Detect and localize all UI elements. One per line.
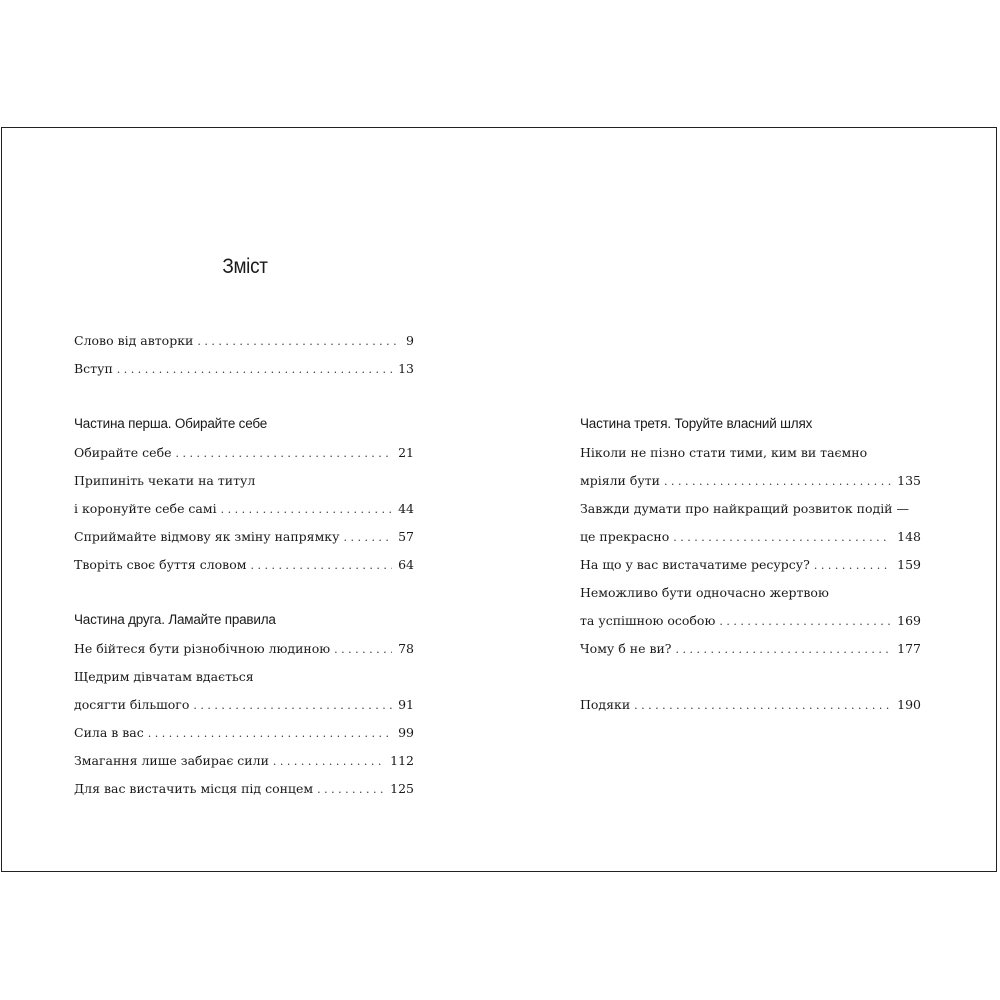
toc-entry-page: 9 [406,333,414,348]
toc-entry-page: 64 [398,557,414,572]
part-heading: Частина друга. Ламайте правила [74,612,276,627]
dot-leader [676,638,892,661]
toc-entry-page: 91 [398,697,414,712]
toc-entry [74,526,414,548]
toc-entry [74,694,414,716]
toc-entry-title-line1: Щедрим дівчатам вдається [74,669,254,684]
toc-entry [74,750,414,772]
toc-entry-page: 125 [390,781,414,796]
toc-entry-title-line1: Припиніть чекати на титул [74,473,256,488]
dot-leader [634,694,891,717]
toc-entry-page: 135 [897,473,921,488]
toc-entry-page: 13 [398,361,414,376]
toc-entry-title: Вступ [74,361,113,376]
dot-leader [117,358,392,381]
toc-entry-title: і коронуйте себе самі [74,501,217,516]
toc-entry-title-line1: Завжди думати про найкращий розвиток подій — [580,501,909,516]
toc-entry [74,442,414,464]
toc-entry-title: це прекрасно [580,529,670,544]
dot-leader [664,470,891,493]
toc-entry-title: та успішною особою [580,613,716,628]
toc-entry-title: Чому б не ви? [580,641,672,656]
dot-leader [334,638,392,661]
toc-entry [580,610,921,632]
toc-entry [580,526,921,548]
dot-leader [317,778,384,801]
dot-leader [273,750,384,773]
dot-leader [176,442,393,465]
toc-entry-title: На що у вас вистачатиме ресурсу? [580,557,810,572]
toc-entry-title: Сила в вас [74,725,144,740]
dot-leader [673,526,891,549]
toc-entry [580,554,921,576]
toc-entry-title: Обирайте себе [74,445,172,460]
toc-entry-page: 159 [897,557,921,572]
toc-entry-title: Слово від авторки [74,333,194,348]
dot-leader [197,330,400,353]
toc-entry-page: 44 [398,501,414,516]
toc-entry [74,638,414,660]
page-title: Зміст [222,255,268,278]
toc-entry-title: Сприймайте відмову як зміну напрямку [74,529,340,544]
dot-leader [250,554,392,577]
dot-leader [193,694,392,717]
toc-entry-page: 99 [398,725,414,740]
toc-entry-title-line1: Ніколи не пізно стати тими, ким ви таємно [580,445,868,460]
toc-entry [580,694,921,716]
toc-entry-page: 169 [897,613,921,628]
dot-leader [719,610,891,633]
part-heading: Частина перша. Обирайте себе [74,416,268,431]
toc-entry-page: 57 [398,529,414,544]
toc-entry-title: Не бійтеся бути різнобічною людиною [74,641,331,656]
toc-entry-title: Для вас вистачить місця під сонцем [74,781,314,796]
toc-entry-page: 190 [897,697,921,712]
toc-entry [74,554,414,576]
dot-leader [221,498,392,521]
toc-entry-page: 21 [398,445,414,460]
toc-entry [580,638,921,660]
toc-entry-title: Подяки [580,697,631,712]
toc-entry-page: 148 [897,529,921,544]
toc-entry [74,498,414,520]
toc-entry-page: 78 [398,641,414,656]
toc-entry-title-line1: Неможливо бути одночасно жертвою [580,585,829,600]
toc-entry-page: 177 [897,641,921,656]
toc-entry-title: досягти більшого [74,697,190,712]
part-heading: Частина третя. Торуйте власний шлях [580,416,813,431]
toc-entry [74,358,414,380]
toc-entry-title: Змагання лише забирає сили [74,753,269,768]
toc-entry [74,778,414,800]
toc-entry-page: 112 [390,753,414,768]
toc-entry [74,722,414,744]
toc-entry [74,330,414,352]
toc-entry-title: мріяли бути [580,473,660,488]
dot-leader [343,526,392,549]
dot-leader [148,722,392,745]
toc-entry-title: Творіть своє буття словом [74,557,247,572]
dot-leader [814,554,891,577]
toc-entry [580,470,921,492]
